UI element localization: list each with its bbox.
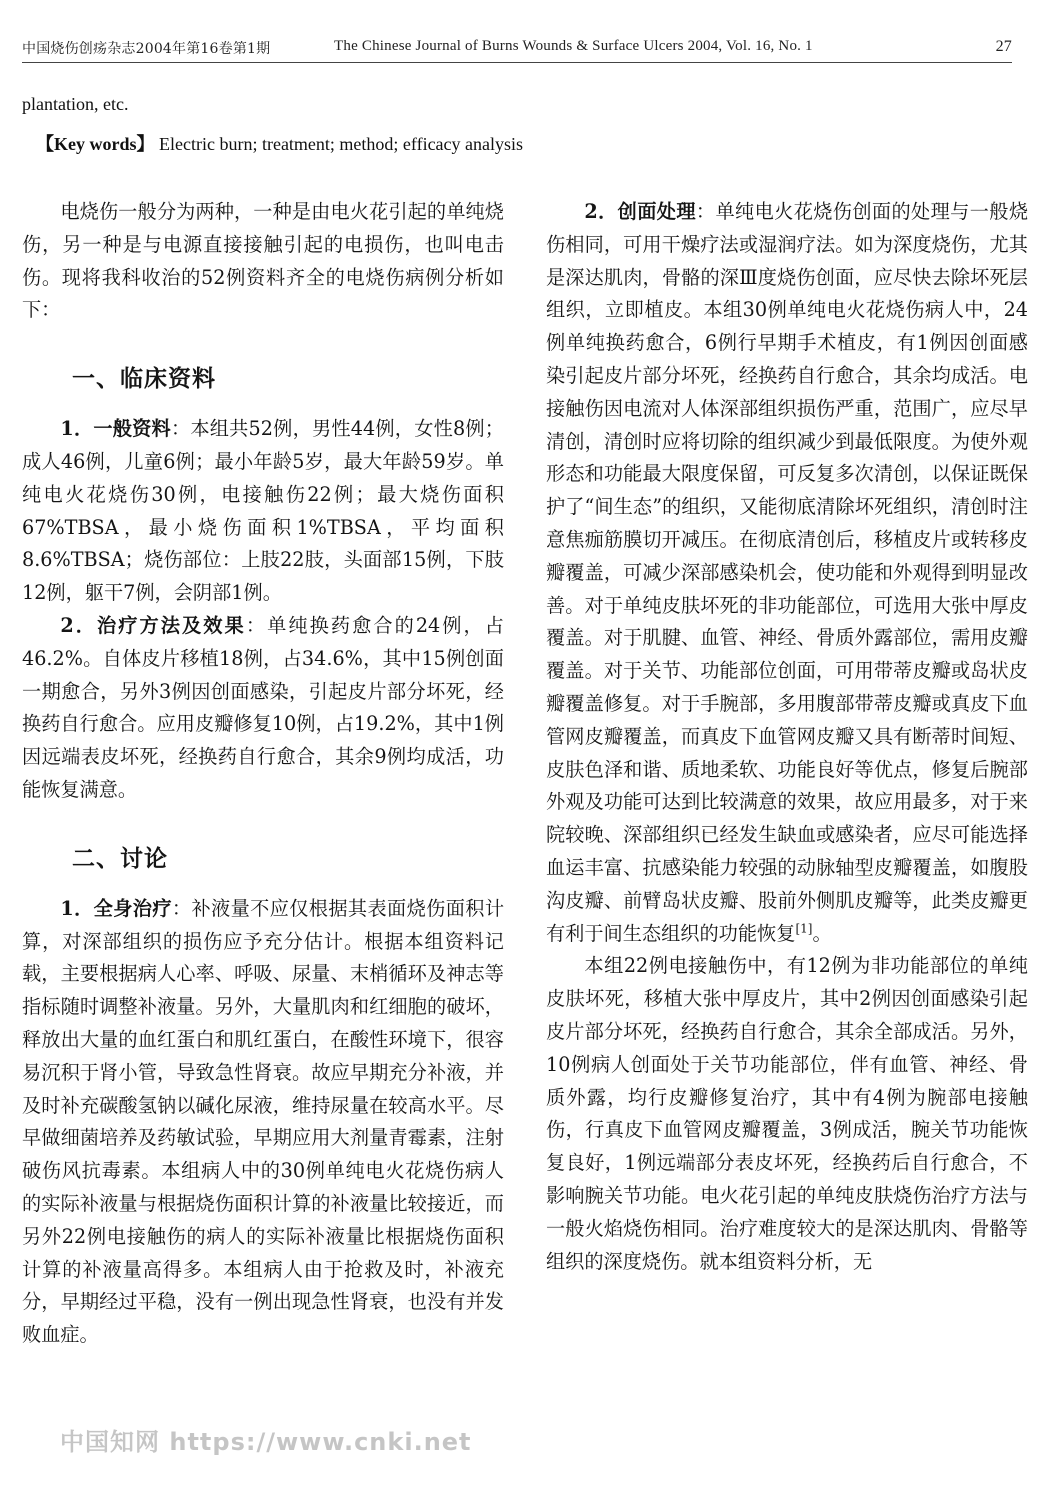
wound-care-lead: 2．创面处理 [584, 200, 696, 223]
cnki-watermark: 中国知网 https://www.cnki.net [60, 1428, 472, 1456]
keywords-label: 【Key words】 [36, 134, 155, 154]
left-column [22, 196, 504, 1352]
systemic-treatment-lead: 1．全身治疗 [60, 896, 172, 920]
right-column [546, 196, 1028, 1278]
general-data-lead: 1．一般资料 [60, 417, 171, 441]
systemic-treatment-paragraph [22, 893, 504, 1352]
wound-care-paragraph [546, 196, 1028, 950]
contact-injury-paragraph: 本组22例电接触伤中，有12例为非功能部位的单纯皮肤坏死，移植大张中厚皮片，其中2例因创面感染引起皮片部分坏死，经换药自行愈合，其余全部成活。另外，10例病人创面处于关节功能部位，伴有血管、神经、骨质外露，均行皮瓣修复治疗，其中有4例为腕部电接触伤，行真皮下血管网皮瓣覆盖，3例成活，腕关节功能恢复良好，1例远端部分表皮坏死，经换药后自行愈合，不影响腕关节功能。电火花引起的单纯皮肤烧伤治疗方法与一般火焰烧伤相同。治疗难度较大的是深达肌肉、骨骼等组织的深度烧伤。就本组资料分析，无 [546, 954, 1028, 1273]
running-header [22, 38, 1012, 64]
citation-ref: [1] [795, 921, 813, 936]
section-heading-discussion: 二、讨论 [72, 845, 168, 872]
systemic-treatment-text: ：补液量不应仅根据其表面烧伤面积计算，对深部组织的损伤应予充分估计。根据本组资料记载，主要根据病人心率、呼吸、尿量、末梢循环及神志等指标随时调整补液量。另外，大量肌肉和红细胞的破坏，释放出大量的血红蛋白和肌红蛋白，在酸性环境下，很容易沉积于肾小管，导致急性肾衰。故应早期充分补液，并及时补充碳酸氢钠以碱化尿液，维持尿量在较高水平。尽早做细菌培养及药敏试验，早期应用大剂量青霉素，注射破伤风抗毒素。本组病人中的30例单纯电火花烧伤病人的实际补液量与根据烧伤面积计算的补液量比较接近，而另外22例电接触伤的病人的实际补液量比根据烧伤面积计算的补液量高得多。本组病人由于抢救及时，补液充分，早期经过平稳，没有一例出现急性肾衰，也没有并发败血症。 [22, 896, 505, 1347]
treatment-lead: 2．治疗方法及效果 [60, 613, 246, 637]
wound-care-end: 。 [812, 921, 832, 945]
treatment-paragraph [22, 610, 504, 807]
journal-title-cn: 中国烧伤创疡杂志2004年第16卷第1期 [22, 41, 271, 57]
header-rule [22, 62, 1012, 63]
general-data-paragraph [22, 413, 504, 610]
keywords-line [36, 130, 523, 156]
journal-title-en: The Chinese Journal of Burns Wounds & Surface Ulcers 2004, Vol. 16, No. 1 [334, 38, 813, 54]
wound-care-text: ：单纯电火花烧伤创面的处理与一般烧伤相同，可用干燥疗法或湿润疗法。如为深度烧伤，尤其是深达肌肉，骨骼的深Ⅲ度烧伤创面，应尽快去除坏死层组织，立即植皮。本组30例单纯电火花烧伤病人中，24例单纯换药愈合，6例行早期手术植皮，有1例因创面感染引起皮片部分坏死，经换药自行愈合，其余均成活。电接触伤因电流对人体深部组织损伤严重，范围广，应尽早清创，清创时应将切除的组织减少到最低限度。为使外观形态和功能最大限度保留，可反复多次清创，以保证既保护了“间生态”的组织，又能彻底清除坏死组织，清创时注意焦痂筋膜切开减压。在彻底清创后，移植皮片或转移皮瓣覆盖，可减少深部感染机会，使功能和外观得到明显改善。对于单纯皮肤坏死的非功能部位，可选用大张中厚皮覆盖。对于肌腱、血管、神经、骨质外露部位，需用皮瓣覆盖。对于关节、功能部位创面，可用带蒂皮瓣或岛状皮瓣覆盖修复。对于手腕部，多用腹部带蒂皮瓣或真皮下血管网皮瓣覆盖，而真皮下血管网皮瓣又具有断蒂时间短、皮肤色泽和谐、质地柔软、功能良好等优点，修复后腕部外观及功能可达到比较满意的效果，故应用最多，对于来院较晚、深部组织已经发生缺血或感染者，应尽可能选择血运丰富、抗感染能力较强的动脉轴型皮瓣覆盖，如腹股沟皮瓣、前臂岛状皮瓣、股前外侧肌皮瓣等，此类皮瓣更有利于间生态组织的功能恢复 [546, 200, 1029, 945]
page-number: 27 [995, 38, 1012, 55]
section-heading-clinical: 一、临床资料 [72, 366, 216, 393]
abstract-tail-line: plantation, etc. [22, 94, 129, 114]
keywords-text: Electric burn; treatment; method; efficacy analysis [159, 134, 524, 154]
intro-paragraph: 电烧伤一般分为两种，一种是由电火花引起的单纯烧伤，另一种是与电源直接接触引起的电损伤，也叫电击伤。现将我科收治的52例资料齐全的电烧伤病例分析如下： [22, 200, 504, 322]
general-data-text: ：本组共52例，男性44例，女性8例；成人46例，儿童6例；最小年龄5岁，最大年龄59岁。单纯电火花烧伤30例，电接触伤22例；最大烧伤面积67%TBSA，最小烧伤面积1%TBSA，平均面积8.6%TBSA；烧伤部位：上肢22肢，头面部15例，下肢12例，躯干7例，会阴部1例。 [22, 417, 504, 605]
treatment-text: ：单纯换药愈合的24例，占46.2%。自体皮片移植18例，占34.6%，其中15例创面一期愈合，另外3例因创面感染，引起皮片部分坏死，经换药自行愈合。应用皮瓣修复10例，占19.2%，其中1例因远端表皮坏死，经换药自行愈合，其余9例均成活，功能恢复满意。 [22, 613, 504, 801]
